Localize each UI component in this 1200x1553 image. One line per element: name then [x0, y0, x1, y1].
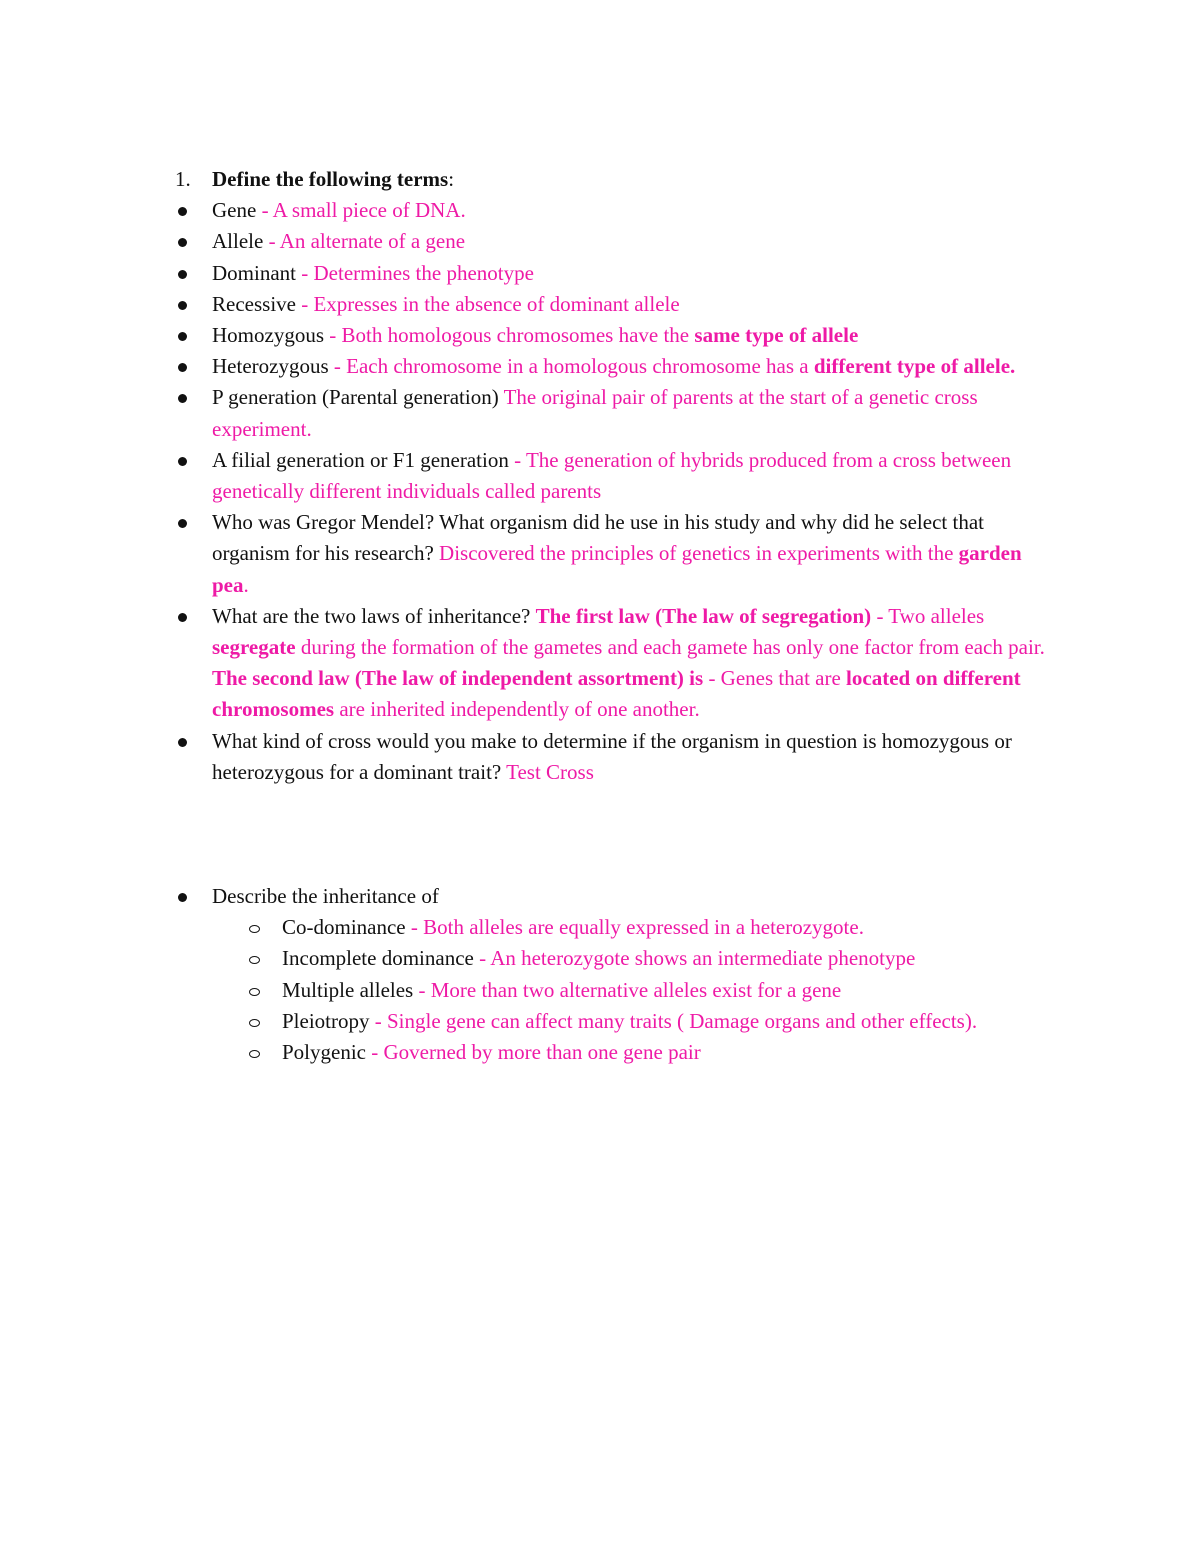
sub-item-multiple-alleles [0, 975, 1062, 1006]
list-item-cross [0, 726, 1062, 788]
term-separator: - [263, 229, 280, 254]
term-definition: Single gene can affect many traits ( Damage organs and other effects). [387, 1008, 978, 1033]
term-definition: Determines the phenotype [313, 260, 534, 285]
question-text: What are the two laws of inheritance? [212, 603, 531, 628]
term-definition: The original pair of parents at the start of a genetic cross experiment. [212, 385, 978, 441]
list-item-dominant [0, 258, 1062, 289]
sub-item-polygenic [0, 1037, 1062, 1068]
term-label: Heterozygous [212, 354, 329, 379]
term-label: Gene [212, 198, 257, 223]
sub-item-co-dominance [0, 912, 1062, 943]
located-emphasis: located on different chromosomes [212, 666, 1021, 722]
term-definition-emphasis: different type of allele. [813, 354, 1016, 379]
term-label: P generation (Parental generation) [212, 385, 499, 410]
answer-text: Discovered the principles of genetics in experiments with the [439, 541, 959, 566]
first-law-title: The first law (The law of segregation) [535, 603, 872, 628]
question-title: Define the following terms [212, 167, 449, 191]
term-separator: - [366, 1040, 384, 1065]
second-law-text: are inherited independently of one another. [334, 697, 700, 722]
term-label: Polygenic [282, 1040, 366, 1065]
term-separator: - [405, 915, 424, 940]
term-separator: - [413, 977, 431, 1002]
term-definition-emphasis: same type of allele [694, 323, 859, 348]
list-item-recessive [0, 289, 1062, 320]
document-body [0, 164, 1200, 1068]
inheritance-intro: Describe the inheritance of [212, 884, 439, 909]
term-definition: Each chromosome in a homologous chromosome has a [346, 354, 814, 379]
list-item-p-generation [0, 382, 1062, 444]
term-definition: The generation of hybrids produced from a cross between genetically different individuals called parents [212, 447, 1012, 504]
term-separator: - [369, 1008, 387, 1033]
term-label: Homozygous [212, 323, 324, 348]
bullet-icon [178, 519, 187, 528]
term-separator: - [324, 323, 342, 348]
bullet-icon [178, 893, 187, 902]
question-text: Who was Gregor Mendel? What organism did he use in his study and why did he select that organism for his research? [212, 510, 984, 566]
term-label: Pleiotropy [282, 1008, 370, 1033]
term-label: Dominant [212, 260, 296, 285]
hollow-bullet-icon [249, 988, 260, 996]
list-number: 1. [175, 167, 191, 191]
sub-item-pleiotropy [0, 1006, 1062, 1037]
hollow-bullet-icon [249, 1050, 260, 1058]
term-label: Allele [212, 229, 264, 254]
bullet-icon [178, 394, 187, 403]
first-law-sep: - Two alleles [871, 603, 985, 628]
sub-item-incomplete-dominance [0, 943, 1062, 974]
term-definition: Governed by more than one gene pair [383, 1040, 701, 1065]
segregate-emphasis: segregate [212, 635, 296, 660]
term-separator: - [295, 291, 314, 316]
list-item-mendel [0, 507, 1062, 601]
bullet-icon [178, 301, 187, 310]
term-separator: - [508, 447, 526, 472]
second-law-title: The second law (The law of independent assortment) is [212, 666, 704, 691]
hollow-bullet-icon [249, 956, 260, 964]
bullet-icon [178, 363, 187, 372]
bullet-icon [178, 613, 187, 622]
term-label: Recessive [212, 291, 296, 316]
list-item-heterozygous [0, 351, 1062, 382]
term-definition: Both homologous chromosomes have the [341, 323, 695, 348]
list-item-f1-generation [0, 445, 1062, 507]
list-item-inheritance [0, 881, 1062, 912]
bullet-icon [178, 270, 187, 279]
term-separator: - [296, 260, 314, 285]
term-definition: A small piece of DNA. [272, 198, 466, 223]
bullet-icon [178, 457, 187, 466]
answer-emphasis: garden pea [212, 541, 1022, 597]
question-text: What kind of cross would you make to determine if the organism in question is homozygous or heterozygous for a dominant trait? [212, 728, 1012, 784]
first-law-text: during the formation of the gametes and each gamete has only one factor from each pair. [295, 635, 1045, 660]
term-label: A filial generation or F1 generation [212, 447, 509, 472]
term-label: Multiple alleles [282, 977, 414, 1002]
answer-text: Test Cross [506, 759, 594, 784]
list-item-allele [0, 226, 1062, 257]
term-definition: More than two alternative alleles exist for a gene [430, 977, 842, 1002]
heading-colon: : [448, 167, 455, 191]
question-1-heading [0, 164, 1062, 195]
second-law-sep: - Genes that are [703, 666, 847, 691]
term-definition: An heterozygote shows an intermediate phenotype [490, 946, 916, 971]
term-separator: - [473, 946, 491, 971]
term-definition: Both alleles are equally expressed in a heterozygote. [423, 915, 864, 940]
bullet-icon [178, 332, 187, 341]
term-label: Incomplete dominance [282, 946, 474, 971]
term-definition: An alternate of a gene [279, 229, 466, 254]
answer-end: . [243, 572, 249, 597]
list-item-homozygous [0, 320, 1062, 351]
hollow-bullet-icon [249, 925, 260, 933]
term-definition: Expresses in the absence of dominant allele [313, 291, 680, 316]
term-separator: - [328, 354, 347, 379]
list-item-laws [0, 601, 1062, 726]
list-item-gene [0, 195, 1062, 226]
term-separator: - [256, 198, 273, 223]
term-label: Co-dominance [282, 915, 406, 940]
bullet-icon [178, 738, 187, 747]
hollow-bullet-icon [249, 1019, 260, 1027]
bullet-icon [178, 207, 187, 216]
bullet-icon [178, 238, 187, 247]
spacer [0, 788, 1200, 881]
